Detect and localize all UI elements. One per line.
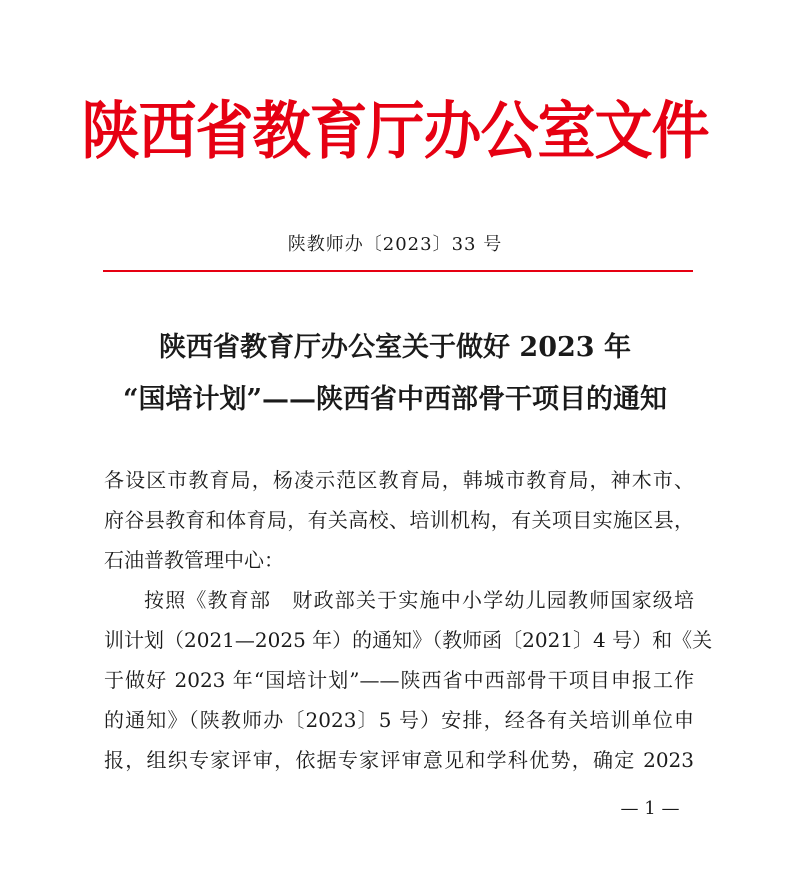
document-number: 陕教师办〔2023〕33 号	[287, 234, 503, 255]
salutation-line-3: 石油普教管理中心：	[104, 548, 284, 572]
body-line-2: 训计划（2021—2025 年）的通知》（教师函〔2021〕4 号）和《关	[104, 628, 713, 652]
notice-title-line-1: 陕西省教育厅办公室关于做好 2023 年	[159, 332, 631, 363]
salutation-line-2: 府谷县教育和体育局，有关高校、培训机构，有关项目实施区县，	[104, 508, 694, 532]
body-line-5: 报，组织专家评审，依据专家评审意见和学科优势，确定 2023	[104, 748, 694, 772]
body-line-4: 的通知》（陕教师办〔2023〕5 号）安排，经各有关培训单位申	[104, 708, 694, 732]
page-number: — 1 —	[620, 798, 680, 819]
salutation-line-1: 各设区市教育局，杨凌示范区教育局，韩城市教育局，神木市、	[104, 468, 694, 492]
issuer-masthead: 陕西省教育厅办公室文件	[81, 94, 709, 168]
body-line-3: 于做好 2023 年“国培计划”——陕西省中西部骨干项目申报工作	[104, 668, 694, 692]
notice-title-line-2: “国培计划”——陕西省中西部骨干项目的通知	[122, 384, 668, 415]
body-line-1: 按照《教育部 财政部关于实施中小学幼儿园教师国家级培	[144, 588, 694, 612]
red-divider-line	[103, 270, 693, 272]
